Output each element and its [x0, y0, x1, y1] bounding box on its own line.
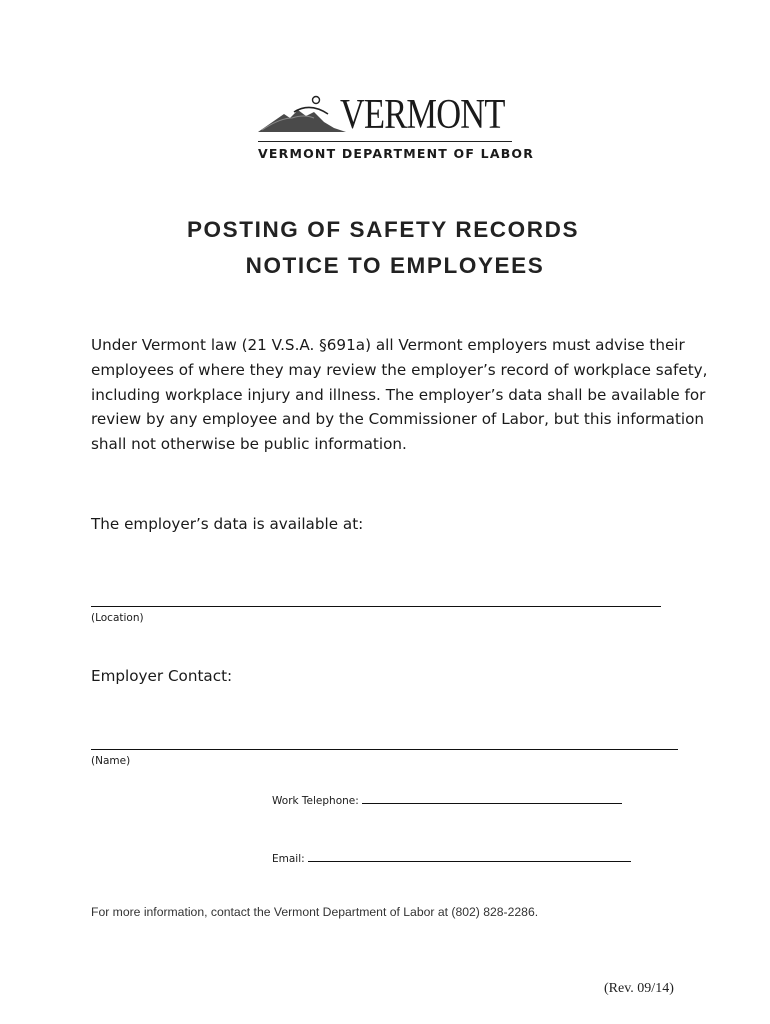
data-available-label: The employer’s data is available at: [91, 515, 364, 533]
notice-paragraph [91, 333, 708, 457]
paragraph-line: employees of where they may review the employer’s record of workplace safety, [91, 360, 708, 379]
vermont-logo [248, 86, 535, 166]
name-line[interactable] [91, 749, 678, 750]
document-subtitle: NOTICE TO EMPLOYEES [245, 253, 545, 278]
paragraph-line: Under Vermont law (21 V.S.A. §691a) all Vermont employers must advise their [91, 336, 685, 354]
paragraph-line: review by any employee and by the Commissioner of Labor, but this information [91, 410, 705, 429]
paragraph-line: shall not otherwise be public information. [91, 435, 407, 454]
work-telephone-field[interactable] [272, 793, 622, 807]
paragraph-line: including workplace injury and illness. The employer’s data shall be available for [91, 385, 706, 404]
revision-date: (Rev. 09/14) [604, 981, 674, 996]
name-caption: (Name) [91, 755, 131, 767]
location-line[interactable] [91, 606, 661, 607]
employer-contact-label: Employer Contact: [91, 667, 233, 685]
work-telephone-line[interactable] [362, 793, 622, 804]
contact-info-footer: For more information, contact the Vermont Department of Labor at (802) 828-2286. [91, 905, 539, 919]
work-telephone-label: Work Telephone: [272, 795, 359, 807]
email-line[interactable] [308, 851, 631, 862]
document-title: POSTING OF SAFETY RECORDS [186, 217, 580, 242]
logo-department-name: VERMONT DEPARTMENT OF LABOR [258, 146, 535, 161]
email-field[interactable] [272, 851, 631, 865]
logo-wordmark: VERMONT [340, 92, 505, 138]
mountain-logo-icon [254, 92, 354, 136]
email-label: Email: [272, 853, 305, 865]
logo-divider [258, 141, 512, 142]
location-caption: (Location) [91, 612, 144, 624]
